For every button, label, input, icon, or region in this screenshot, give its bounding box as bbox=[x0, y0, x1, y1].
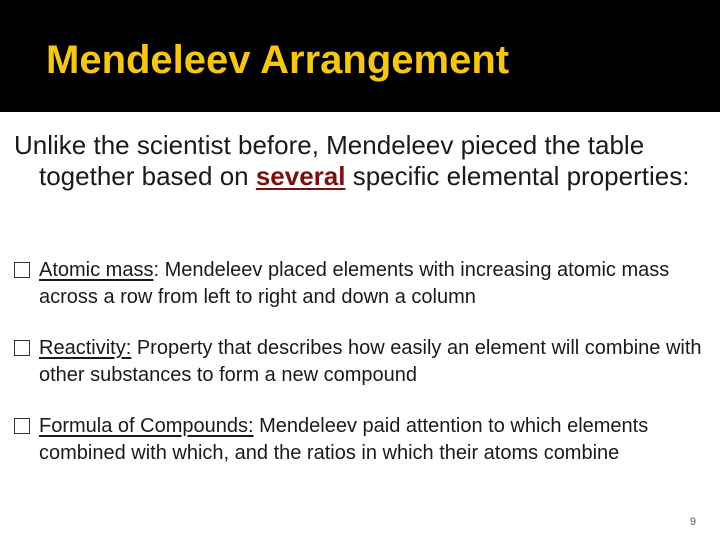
bullet-text: Mendeleev placed elements with increasing atomic mass across a row from left to right and down a column bbox=[39, 259, 670, 308]
page-number: 9 bbox=[689, 516, 696, 528]
bullet-separator: : bbox=[153, 259, 160, 281]
bullet-item-reactivity bbox=[14, 335, 714, 389]
intro-text-before: Unlike the scientist before, Mendeleev pieced the table together based on bbox=[14, 130, 645, 191]
bullet-term: Formula of Compounds bbox=[39, 415, 248, 437]
bullet-term: Atomic mass bbox=[39, 259, 154, 281]
title-bar bbox=[0, 0, 720, 112]
bullet-item-formula-of-compounds bbox=[14, 413, 714, 467]
intro-emphasis: several bbox=[255, 161, 346, 191]
checkbox-bullet-icon bbox=[14, 340, 30, 356]
bullet-term: Reactivity bbox=[39, 337, 126, 359]
bullet-text: Property that describes how easily an element will combine with other substances to form a new compound bbox=[39, 337, 702, 386]
bullet-separator: : bbox=[125, 337, 132, 359]
bullet-text: Mendeleev paid attention to which elements combined with which, and the ratios in which their atoms combine bbox=[39, 415, 649, 464]
bullet-list bbox=[14, 257, 714, 491]
bullet-item-atomic-mass bbox=[14, 257, 714, 311]
intro-paragraph bbox=[14, 130, 720, 192]
checkbox-bullet-icon bbox=[14, 262, 30, 278]
bullet-separator: : bbox=[247, 415, 254, 437]
intro-text-after: specific elemental properties: bbox=[345, 161, 690, 191]
slide-title: Mendeleev Arrangement bbox=[46, 38, 510, 82]
checkbox-bullet-icon bbox=[14, 418, 30, 434]
